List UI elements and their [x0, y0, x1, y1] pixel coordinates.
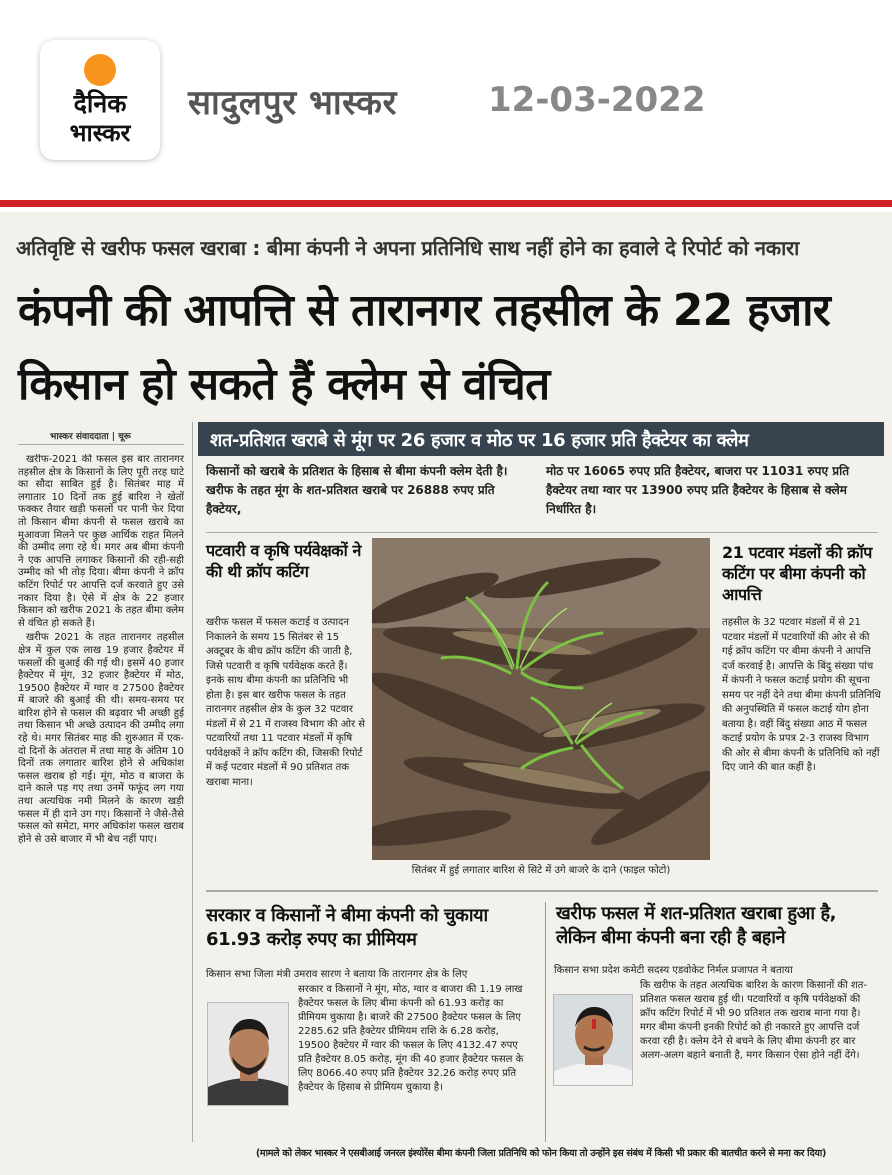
subheading-excuses: खरीफ फसल में शत-प्रतिशत खराबा हुआ है, लेकिन बीमा कंपनी बना रही है बहाने: [556, 903, 837, 948]
article-kicker: अतिवृष्टि से खरीफ फसल खराबा : बीमा कंपनी ने अपना प्रतिनिधि साथ नहीं होने का हवाले दे रिपोर्ट को नकारा: [16, 236, 800, 260]
story-divider: [545, 902, 546, 1142]
edition-date: 12-03-2022: [488, 80, 706, 120]
excuses-story-text: कि खरीफ के तहत अत्यधिक बारिश के कारण किसानों की शत-प्रतिशत फसल खराब हुई थी। पटवारियों व कृषि पर्यवेक्षकों की क्रॉप कटिंग रिपोर्ट में भी 90 प्रतिशत तक खराब माना गया है। मगर बीमा कंपनी इनकी रिपोर्ट को ही नकारते हुए आपत्ति दर्ज करवा रही है। क्लेम देने से बचने के लिए बीमा कंपनी हर बार अलग-अलग बहाने बनाती है, मगर किसान ऐसा होने नहीं देंगे।: [640, 980, 867, 1061]
premium-story: [206, 968, 532, 1095]
claim-banner: शत-प्रतिशत खराबे से मूंग पर 26 हजार व मोठ पर 16 हजार प्रति हैक्टेयर का क्लेम: [198, 422, 884, 456]
crop-cutting-text: खरीफ फसल में फसल कटाई व उत्पादन निकालने के समय 15 सितंबर से 15 अक्टूबर के बीच क्रॉप कटिंग की जाती है, जिसे पटवारी व कृषि पर्यवेक्षक करते हैं। इनके साथ बीमा कंपनी का प्रतिनिधि भी होता है। इस बार खरीफ फसल के तहत तारानगर तहसील क्षेत्र के कुल 32 पटवार मंडलों में से 21 में राजस्व विभाग की ओर से पटवारियों तथा 11 पटवार मंडलों में कृषि पर्यवेक्षकों ने क्रॉप कटिंग की, जिसकी रिपोर्ट में कई पटवार मंडलों में 90 प्रतिशत तक खराबा माना।: [206, 617, 366, 788]
column-divider: [192, 422, 193, 1142]
excuses-story-intro: किसान सभा प्रदेश कमेटी सदस्य एडवोकेट निर्मल प्रजापत ने बताया: [554, 965, 793, 976]
subheading-crop-cutting: पटवारी व कृषि पर्यवेक्षकों ने की थी क्रॉप कटिंग: [206, 541, 361, 581]
left-column-paragraph: खरीफ-2021 की फसल इस बार तारानगर तहसील क्षेत्र के किसानों के लिए पूरी तरह घाटे का सौदा साबित हुई है। सितंबर माह में लगातार 10 दिनों तक हुई बारिश ने खेतों फक्कर तैयार खड़ी फसलों पर पानी फेर दिया तो किसान बीमा कंपनी से फसल खराबे का मुआवजा मिलने पर कुछ आर्थिक राहत मिलने की उम्मीद लगा रहे थे। मगर अब बीमा कंपनी ने एक आपत्ति लगाकर किसानों की रही-सही उम्मीद को भी तोड़ दिया। बीमा कंपनी ने क्रॉप कटिंग रिपोर्ट पर आपत्ति दर्ज करवाते हुए उसे नकार दिया है। ऐसे में क्षेत्र के 22 हजार किसान को खरीफ 2021 के तहत बीमा क्लेम से वंचित हो सकते हैं।: [18, 454, 184, 629]
premium-story-intro: किसान सभा जिला मंत्री उमराव सारण ने बताया कि तारानगर क्षेत्र के लिए: [206, 969, 468, 980]
newspaper-clipping[interactable]: [0, 212, 892, 1175]
millet-photo: [372, 538, 710, 860]
masthead: [0, 0, 892, 200]
byline: भास्कर संवाददाता | चूरू: [50, 432, 131, 442]
dainik-bhaskar-logo[interactable]: [40, 40, 160, 160]
article-headline: कंपनी की आपत्ति से तारानगर तहसील के 22 हजार किसान हो सकते हैं क्लेम से वंचित: [18, 285, 830, 410]
footer-note: (मामले को लेकर भास्कर ने एसबीआई जनरल इंश्योरेंस बीमा कंपनी जिला प्रतिनिधि को फोन किया तो उन्होंने इस संबंध में किसी भी प्रकार की बातचीत करने से मना कर दिया): [255, 1148, 827, 1159]
premium-story-text: सरकार व किसानों ने मूंग, मोठ, ग्वार व बाजरा की 1.19 लाख हैक्टेयर फसल के लिए बीमा कंपनी को 61.93 करोड़ का प्रीमियम चुकाया है। बाजरे की 27500 हैक्टेयर फसल के लिए 2285.62 प्रति हैक्टेयर प्रीमियम राशि के 6.28 करोड़, 19500 हैक्टेयर में ग्वार की फसल के लिए 4132.47 रुपए प्रति हैक्टेयर 8.05 करोड़, मूंग की 40 हजार हैक्टेयर फसल के लिए 8066.40 रुपए प्रति हैक्टेयर 32.26 करोड़ रुपए प्रति हैक्टेयर के हिसाब से प्रीमियम चुकाया है।: [298, 984, 524, 1093]
logo-text-line1: दैनिक: [73, 89, 127, 118]
objection-text: तहसील के 32 पटवार मंडलों में से 21 पटवार मंडलों में पटवारियों की ओर से की गई क्रॉप कटिंग पर बीमा कंपनी ने आपत्ति दर्ज करवाई है। आपत्ति के बिंदु संख्या पांच में कंपनी ने फसल कटाई प्रयोग की सूचना समय पर नहीं देने तथा बीमा कंपनी प्रतिनिधि की अनुपस्थिति में फसल कटाई योग होना बताया है। वहीं बिंदु संख्या आठ में फसल कटाई प्रयोग के प्रपत्र 2-3 राजस्व विभाग की ओर से बीमा कंपनी के प्रतिनिधि को नहीं दिए जाने की बात कहीं है।: [722, 617, 881, 773]
lead-text-right: मोठ पर 16065 रुपए प्रति हैक्टेयर, बाजरा पर 11031 रुपए प्रति हैक्टेयर तथा ग्वार पर 13900 रुपए प्रति हैक्टेयर के हिसाब से क्लेम निर्धारित है।: [546, 464, 850, 516]
subheading-premium: सरकार व किसानों ने बीमा कंपनी को चुकाया 61.93 करोड़ रुपए का प्रीमियम: [206, 905, 488, 950]
lead-text-left: किसानों को खराबे के प्रतिशत के हिसाब से बीमा कंपनी क्लेम देती है। खरीफ के तहत मूंग के शत-प्रतिशत खराबे पर 26888 रुपए प्रति हैक्टेयर,: [206, 464, 508, 516]
section-rule: [206, 890, 878, 892]
edition-name: सादुलपुर भास्कर: [188, 83, 397, 123]
subheading-objection: 21 पटवार मंडलों की क्रॉप कटिंग पर बीमा कंपनी को आपत्ति: [722, 543, 872, 604]
photo-caption: सितंबर में हुई लगातार बारिश से सिटे में उगे बाजरे के दाने (फाइल फोटो): [411, 865, 671, 876]
left-column-paragraph: खरीफ 2021 के तहत तारानगर तहसील क्षेत्र में कुल एक लाख 19 हजार हैक्टेयर में फसलों की बुआई की गई थी। इसमें 40 हजार हैक्टेयर में मूंग, 32 हजार हैक्टेयर में मोठ, 19500 हैक्टेयर में ग्वार व 27500 हैक्टेयर में बाजरे की बुआई की थी। समय-समय पर बारिश होने से फसल की बढ़वार भी अच्छी हुई तथा किसान भी अच्छे उत्पादन की उम्मीद लगा रहे थे। मगर सितंबर माह की शुरुआत में एक-दो दिनों के अंतराल में तथा माह के अंतिम 10 दिनों तक लगातार बारिश होने से अधिकांश फसल खराब हो गई। मूंग, मोठ व बाजरा के दाने काले पड़ गए तथा उनमें फफूंद लग गया तथा अत्यधिक नमी मिलने के कारण खड़ी फसल में ही दाने उग गए। किसानों ने जैसे-तैसे फसल को समेटा, मगर अधिकांश फसल खराब होने से उसे बाजार में भी बेच नहीं पाए।: [18, 632, 184, 845]
excuses-story: [554, 964, 878, 1063]
byline-rule: [18, 444, 184, 445]
header-divider: [0, 200, 892, 207]
lead-rule: [206, 532, 878, 533]
left-column-text: [18, 454, 184, 1154]
millet-image: [372, 538, 710, 860]
logo-text-line2: भास्कर: [69, 119, 131, 147]
sun-icon: [84, 54, 116, 86]
